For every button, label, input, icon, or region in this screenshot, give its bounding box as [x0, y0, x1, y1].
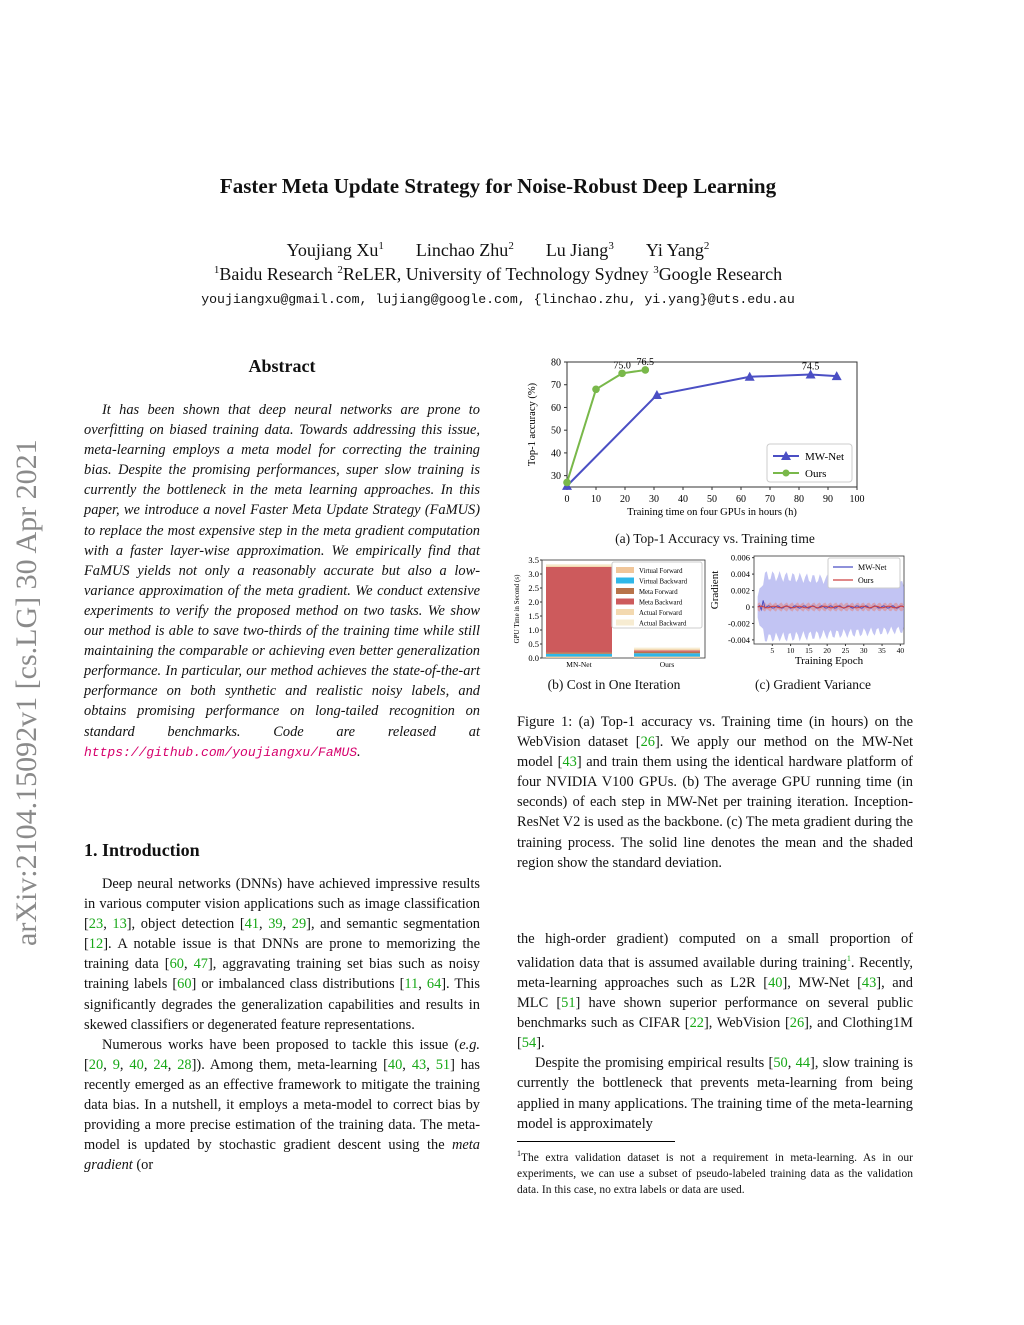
citation-link[interactable]: 64: [426, 976, 442, 993]
text-run: ]. A notable issue is that DNNs are prone to memorizing the training data [: [84, 936, 480, 973]
citation-link[interactable]: 40: [387, 1056, 403, 1073]
caption-b: (b) Cost in One Iteration: [547, 677, 681, 692]
text-run: ,: [418, 976, 427, 993]
x-tick-label: 50: [707, 494, 717, 505]
arxiv-stamp: arXiv:2104.15092v1 [cs.LG] 30 Apr 2021: [10, 439, 43, 946]
bar-segment: [546, 652, 612, 653]
text-run: Numerous works have been proposed to tackle this issue (: [102, 1036, 460, 1053]
legend-label: MW-Net: [805, 451, 845, 463]
text-run: ], and semantic segmentation [: [84, 916, 480, 953]
intro-paragraph-1: [84, 874, 480, 1035]
y-tick-label: 60: [551, 402, 561, 414]
bar-segment: [634, 652, 700, 653]
data-label: 75.0: [613, 360, 631, 372]
y-tick-label: 50: [551, 425, 561, 437]
y-tick-label: 30: [551, 471, 561, 483]
x-tick-label: 5: [770, 646, 775, 655]
text-run: ], and MLC [: [517, 974, 913, 1012]
citation-link[interactable]: 22: [689, 1015, 704, 1032]
author-name: Lu Jiang$^3$: [545, 240, 614, 260]
y-tick-label: -0.002: [728, 618, 750, 629]
text-run: ] have shown superior performance on several public benchmarks such as CIFAR [: [517, 995, 913, 1032]
citation-link[interactable]: 43: [411, 1056, 427, 1073]
legend-label: MW-Net: [858, 563, 887, 572]
text-run: ] or imbalanced class distributions [: [191, 976, 405, 993]
bar-segment: [634, 657, 700, 658]
citation-link[interactable]: 20: [88, 1056, 104, 1073]
citation-link[interactable]: 24: [153, 1056, 168, 1073]
data-point-ours: [563, 479, 571, 487]
right-paragraph-2: [517, 1053, 913, 1133]
text-run: ,: [259, 916, 269, 933]
text-run: ], object detection [: [126, 916, 245, 933]
text-run: ], MW-Net [: [782, 974, 862, 991]
data-point-ours: [592, 385, 600, 393]
text-run: (or: [132, 1157, 154, 1174]
citation-link[interactable]: 29: [291, 916, 307, 933]
x-tick-label: 0: [564, 494, 570, 505]
x-tick-label: 30: [649, 494, 659, 505]
caption-a: (a) Top-1 Accuracy vs. Training time: [615, 531, 815, 546]
citation-link[interactable]: 54: [521, 1035, 537, 1052]
y-tick-label: 0.006: [730, 552, 750, 563]
x-tick-label: Ours: [659, 660, 675, 669]
legend-label: Meta Backward: [639, 599, 683, 607]
citation-link[interactable]: 9: [112, 1056, 120, 1073]
y-tick-label: 0.0: [528, 653, 539, 663]
x-tick-label: 100: [849, 494, 865, 505]
citation-link[interactable]: 40: [768, 974, 783, 991]
figure-caption: [517, 712, 913, 873]
footnote-rule: [517, 1141, 675, 1142]
text-run: ]. We apply our method on the MW-Net model [: [517, 734, 913, 771]
chart-c: [708, 548, 914, 672]
text-run: ,: [167, 1056, 178, 1073]
legend-swatch: [616, 567, 634, 573]
citation-link[interactable]: 50: [773, 1055, 788, 1072]
citation-link[interactable]: 11: [404, 976, 419, 993]
text-run: [: [84, 1056, 89, 1073]
legend-label: Ours: [858, 576, 874, 585]
citation-link[interactable]: 60: [169, 956, 184, 973]
legend-label: Ours: [805, 468, 827, 480]
y-tick-label: 0.002: [730, 585, 750, 596]
text-run: ], and Clothing1M [: [517, 1015, 913, 1052]
citation-link[interactable]: 43: [562, 754, 577, 771]
citation-link[interactable]: 28: [177, 1056, 192, 1073]
data-label: 74.5: [801, 361, 820, 373]
y-axis-label: GPU Time in Second (s): [513, 574, 521, 644]
abstract-heading: Abstract: [248, 356, 316, 376]
code-link[interactable]: https://github.com/youjiangxu/FaMUS: [84, 744, 358, 760]
citation-link[interactable]: 23: [88, 916, 104, 933]
citation-link[interactable]: 47: [193, 956, 208, 973]
footnote-ref[interactable]: 1: [846, 954, 851, 964]
italic-text: meta gradient: [84, 1137, 480, 1174]
y-axis-label: Gradient: [709, 570, 721, 610]
text-run: . Recently, meta-learning approaches such as L2R [: [517, 954, 913, 991]
y-axis-label: Top-1 accuracy (%): [527, 382, 538, 467]
y-tick-label: 40: [551, 448, 561, 460]
x-tick-label: 10: [591, 494, 601, 505]
y-tick-label: 70: [551, 380, 561, 392]
text-run: ] and train them using the identical hardware platform of four NVIDIA V100 GPUs. (b) The average GPU running time (in seconds) of each step in MW-Net per training iteration. Inception-ResNet V2 is used as the backbone. (c) The meta gradient during the training process. The solid line denotes the mean and the shaded region show the standard deviation.: [517, 754, 913, 871]
y-tick-label: 1.0: [528, 625, 539, 635]
author-name: Yi Yang$^2$: [645, 240, 710, 260]
citation-link[interactable]: 12: [88, 936, 104, 953]
text-run: ,: [787, 1055, 796, 1072]
x-tick-label: 25: [841, 646, 850, 655]
x-axis-label: Training Epoch: [794, 655, 864, 667]
text-run: ] has recently emerged as an effective framework to mitigate the training data bias. In a nutshell, it employs a meta-model to correct bias by providing a more precise estimation of the training data. The meta-model is updated by stochastic gradient descent using the: [84, 1056, 480, 1154]
bar-segment: [634, 650, 700, 651]
x-tick-label: 30: [860, 646, 868, 655]
chart-b: [510, 550, 710, 674]
bar-segment: [634, 648, 700, 649]
right-paragraph-1: [517, 929, 913, 1053]
citation-link[interactable]: 60: [177, 976, 192, 993]
y-tick-label: 3.5: [528, 555, 539, 565]
legend-marker: [783, 470, 790, 477]
citation-link[interactable]: 44: [795, 1055, 811, 1072]
legend-label: Virtual Forward: [639, 568, 683, 575]
affiliation: $^1$Baidu Research: [213, 264, 338, 284]
legend-label: Meta Forward: [639, 589, 678, 596]
bar-segment: [546, 566, 612, 567]
y-tick-label: 0: [745, 601, 750, 612]
caption-c: (c) Gradient Variance: [755, 677, 871, 692]
legend-swatch: [616, 578, 634, 584]
x-tick-label: 60: [736, 494, 746, 505]
footnote-text: The extra validation dataset is not a requirement in meta-learning. As in our experiments, we can use a subset of pseudo-labeled training data as the validation data. In this case, no extra labels or data are used.: [517, 1151, 913, 1196]
x-tick-label: 40: [678, 494, 688, 505]
legend-label: Virtual Backward: [639, 578, 688, 586]
citation-link[interactable]: 26: [640, 734, 655, 751]
y-tick-label: 2.0: [528, 597, 539, 607]
affiliations: [0, 264, 996, 285]
intro-body: [84, 874, 480, 1175]
italic-text: e.g.: [459, 1036, 480, 1053]
right-column-text: [517, 929, 913, 1134]
author-name: Youjiang Xu$^1$: [286, 240, 384, 260]
bar-segment: [634, 649, 700, 650]
intro-heading: 1. Introduction: [84, 840, 200, 860]
text-run: ].: [536, 1035, 545, 1052]
legend-label: Actual Forward: [639, 610, 682, 617]
y-tick-label: 2.5: [528, 583, 539, 593]
citation-link[interactable]: 26: [789, 1015, 805, 1032]
citation-link[interactable]: 41: [244, 916, 260, 933]
legend-swatch: [616, 588, 634, 594]
legend-swatch: [616, 599, 634, 605]
text-run: ]. This significantly degrades the generalization capabilities and results in skewed classifiers or degenerated feature representations.: [84, 976, 480, 1033]
bar-segment: [546, 657, 612, 658]
x-tick-label: 35: [878, 646, 886, 655]
legend-swatch: [616, 620, 634, 626]
bar-segment: [634, 653, 700, 656]
x-axis-label: Training time on four GPUs in hours (h): [627, 507, 797, 518]
y-tick-label: 0.5: [528, 639, 539, 649]
footnote: [517, 1146, 913, 1198]
text-run: ,: [103, 1056, 113, 1073]
text-run: ,: [103, 916, 113, 933]
author-name: Linchao Zhu$^2$: [415, 240, 514, 260]
abstract-end: .: [357, 743, 361, 760]
x-tick-label: 90: [823, 494, 833, 505]
y-tick-label: 80: [551, 357, 561, 369]
abstract-text: It has been shown that deep neural networks are prone to overfitting on biased training data. Towards addressing this issue, meta-learning employs a meta model for correcting the training bias. Despite the promising performances, super slow training is currently the bottleneck in the meta learning approaches. In this paper, we introduce a novel Faster Meta Update Strategy (FaMUS) to replace the most expensive step in the meta gradient computation with a faster layer-wise approximation. We empirically find that FaMUS yields not only a reasonably accurate but also a low-variance approximation of the meta gradient. We conduct extensive experiments to verify the proposed method on two tasks. We show our method is able to save two-thirds of the training time while still maintaining the comparable or achieving even better generalization performance. In particular, our method achieves the state-of-the-art performance on both synthetic and realistic noisy labels, and obtains promising performance on long-tailed recognition on standard benchmarks. Code are released at: [84, 402, 480, 740]
bar-segment: [546, 567, 612, 652]
text-run: ], aggravating training set bias such as noisy training labels [: [84, 956, 480, 993]
legend-label: Actual Backward: [639, 620, 687, 628]
affiliation: $^3$Google Research: [653, 264, 783, 284]
x-tick-label: 20: [620, 494, 630, 505]
x-tick-label: 10: [786, 646, 795, 655]
citation-link[interactable]: 40: [129, 1056, 144, 1073]
affiliation: $^2$ReLER, University of Technology Sydney: [337, 264, 654, 284]
text-run: ,: [183, 956, 194, 973]
text-run: ], WebVision [: [704, 1015, 790, 1032]
text-run: ,: [143, 1056, 154, 1073]
intro-paragraph-2: [84, 1035, 480, 1176]
chart-a: [517, 352, 913, 532]
figure-caption-text: [517, 712, 913, 873]
citation-link[interactable]: 13: [112, 916, 127, 933]
text-run: ,: [119, 1056, 130, 1073]
bar-segment: [546, 654, 612, 657]
text-run: ], slow training is currently the bottleneck that prevents meta-learning from being applied in many applications. The training time of the meta-learning model is approximately: [517, 1055, 914, 1132]
author-list: [0, 240, 996, 261]
legend-swatch: [616, 609, 634, 615]
text-run: ,: [282, 916, 292, 933]
data-label: 76.5: [636, 356, 655, 368]
x-tick-label: 70: [765, 494, 775, 505]
citation-link[interactable]: 39: [268, 916, 283, 933]
author-emails: youjiangxu@gmail.com, lujiang@google.com, {linchao.zhu, yi.yang}@uts.edu.au: [201, 292, 795, 307]
abstract-body: [84, 400, 480, 763]
y-tick-label: 1.5: [528, 611, 539, 621]
bar-segment: [546, 564, 612, 565]
x-tick-label: 80: [794, 494, 804, 505]
text-run: Despite the promising empirical results [: [535, 1055, 774, 1072]
text-run: the high-order gradient) computed on a small proportion of validation data that is assumed available during training: [517, 931, 913, 971]
paper-title: Faster Meta Update Strategy for Noise-Robust Deep Learning: [219, 174, 777, 198]
text-run: Deep neural networks (DNNs) have achieved impressive results in various computer vision applications such as image classification [: [84, 876, 480, 933]
x-tick-label: MN-Net: [566, 660, 592, 669]
x-tick-label: 20: [823, 646, 831, 655]
text-run: Figure 1: (a) Top-1 accuracy vs. Training time (in hours) on the WebVision dataset [: [517, 714, 913, 751]
footnote-mark: 1: [517, 1149, 521, 1158]
citation-link[interactable]: 51: [561, 995, 576, 1012]
x-tick-label: 15: [805, 646, 813, 655]
citation-link[interactable]: 51: [435, 1056, 451, 1073]
text-run: ,: [426, 1056, 436, 1073]
y-tick-label: 3.0: [528, 569, 539, 579]
x-tick-label: 40: [896, 646, 905, 655]
citation-link[interactable]: 43: [861, 974, 877, 991]
text-run: ]). Among them, meta-learning [: [191, 1056, 388, 1073]
text-run: ,: [402, 1056, 412, 1073]
y-tick-label: 0.004: [730, 569, 750, 580]
y-tick-label: -0.004: [728, 634, 750, 645]
